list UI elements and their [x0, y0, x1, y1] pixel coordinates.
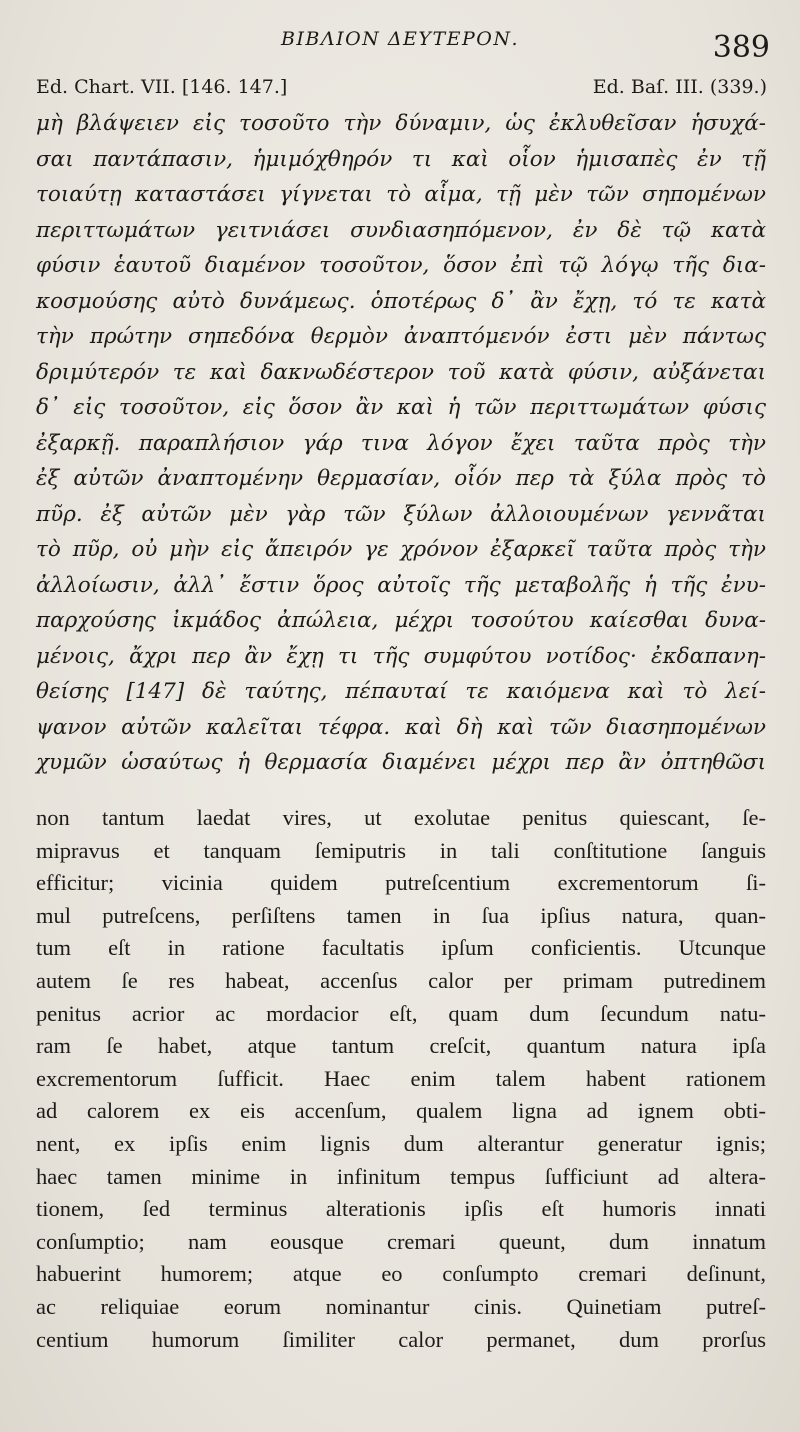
greek-line: χυμῶν ὡσαύτως ἡ θερμασία διαμένει μέχρι περ ἂν ὀπτηθῶσι: [36, 750, 766, 775]
greek-line: τοιαύτῃ καταστάσει γίγνεται τὸ αἷμα, τῇ μὲν τῶν σηπομένων: [36, 182, 766, 207]
greek-line: πῦρ. ἐξ αὐτῶν μὲν γὰρ τῶν ξύλων ἀλλοιουμένων γεννᾶται: [36, 501, 766, 527]
latin-line: ac reliquiae eorum nominantur cinis. Quinetiam putreſ-: [36, 1293, 766, 1319]
latin-line: tionem, ſed terminus alterationis ipſis eſt humoris innati: [36, 1196, 766, 1222]
edition-reference-basel: Ed. Baſ. III. (339.): [592, 76, 767, 98]
latin-line: tum eſt in ratione facultatis ipſum conficientis. Utcunque: [36, 935, 766, 961]
greek-line: παρχούσης ἰκμάδος ἀπώλεια, μέχρι τοσούτου καίεσθαι δυνα-: [36, 608, 766, 633]
latin-text-block: [36, 802, 766, 1356]
greek-line: δ᾽ εἰς τοσοῦτον, εἰς ὅσον ἂν καὶ ἡ τῶν περιττωμάτων φύσις: [36, 395, 766, 420]
latin-line: non tantum laedat vires, ut exolutae penitus quiescant, ſe-: [36, 805, 766, 830]
greek-line: ἀλλοίωσιν, ἀλλ᾽ ἔστιν ὅρος αὐτοῖς τῆς μεταβολῆς ἡ τῆς ἐνυ-: [36, 572, 766, 598]
greek-line: ἐξαρκῇ. παραπλήσιον γάρ τινα λόγον ἔχει ταῦτα πρὸς τὴν: [36, 430, 766, 456]
greek-line: σαι παντάπασιν, ἡμιμόχθηρόν τι καὶ οἷον ἡμισαπὲς ἐν τῇ: [36, 146, 766, 172]
greek-line: δριμύτερόν τε καὶ δακνωδέστερον τοῦ κατὰ φύσιν, αὐξάνεται: [36, 359, 766, 385]
greek-line: περιττωμάτων γειτνιάσει συνδιασηπόμενον, ἐν δὲ τῷ κατὰ: [36, 217, 766, 243]
latin-line: mipravus et tanquam ſemiputris in tali conſtitutione ſanguis: [36, 837, 766, 863]
latin-line: haec tamen minime in infinitum tempus ſufficiunt ad altera-: [36, 1163, 766, 1189]
greek-line: μὴ βλάψειεν εἰς τοσοῦτο τὴν δύναμιν, ὡς ἐκλυθεῖσαν ἡσυχά-: [36, 111, 766, 136]
latin-line: habuerint humorem; atque eo conſumpto cremari deſinunt,: [36, 1261, 766, 1287]
latin-line: nent, ex ipſis enim lignis dum alterantur generatur ignis;: [36, 1130, 766, 1156]
greek-line: κοσμούσης αὐτὸ δυνάμεως. ὁποτέρως δ᾽ ἂν ἔχῃ, τό τε κατὰ: [36, 288, 766, 314]
page-number: 389: [712, 30, 770, 65]
latin-line: centium humorum ſimiliter calor permanet, dum prorſus: [36, 1326, 766, 1352]
running-head: ΒΙΒΛΙΟΝ ΔΕΥΤΕΡΟΝ.: [280, 28, 520, 50]
greek-line: μένοις, ἄχρι περ ἂν ἔχῃ τι τῆς συμφύτου νοτίδος· ἐκδαπανη-: [36, 643, 766, 669]
latin-line: conſumptio; nam eousque cremari queunt, dum innatum: [36, 1228, 766, 1254]
greek-line: τὸ πῦρ, οὐ μὴν εἰς ἄπειρόν γε χρόνον ἐξαρκεῖ ταῦτα πρὸς τὴν: [36, 537, 766, 562]
greek-text-block: [36, 106, 766, 781]
latin-line: excrementorum ſufficit. Haec enim talem habent rationem: [36, 1065, 766, 1091]
latin-line: penitus acrior ac mordacior eſt, quam dum ſecundum natu-: [36, 1000, 766, 1026]
latin-line: autem ſe res habeat, accenſus calor per primam putredinem: [36, 967, 766, 993]
latin-line: ram ſe habet, atque tantum creſcit, quantum natura ipſa: [36, 1033, 766, 1059]
greek-line: ἐξ αὐτῶν ἀναπτομένην θερμασίαν, οἷόν περ τὰ ξύλα πρὸς τὸ: [36, 466, 766, 491]
greek-line: τὴν πρώτην σηπεδόνα θερμὸν ἀναπτόμενόν ἐστι μὲν πάντως: [36, 324, 766, 349]
latin-line: mul putreſcens, perſiſtens tamen in ſua ipſius natura, quan-: [36, 902, 766, 928]
latin-line: efficitur; vicinia quidem putreſcentium excrementorum ſi-: [36, 870, 766, 896]
greek-line: ψανον αὐτῶν καλεῖται τέφρα. καὶ δὴ καὶ τῶν διασηπομένων: [36, 714, 766, 740]
greek-line: φύσιν ἑαυτοῦ διαμένον τοσοῦτον, ὅσον ἐπὶ τῷ λόγῳ τῆς δια-: [36, 253, 766, 278]
edition-reference-chartier: Ed. Chart. VII. [146. 147.]: [36, 76, 288, 98]
greek-line: θείσης [147] δὲ ταύτης, πέπαυταί τε καιόμενα καὶ τὸ λεί-: [36, 679, 766, 704]
latin-line: ad calorem ex eis accenſum, qualem ligna ad ignem obti-: [36, 1098, 766, 1124]
